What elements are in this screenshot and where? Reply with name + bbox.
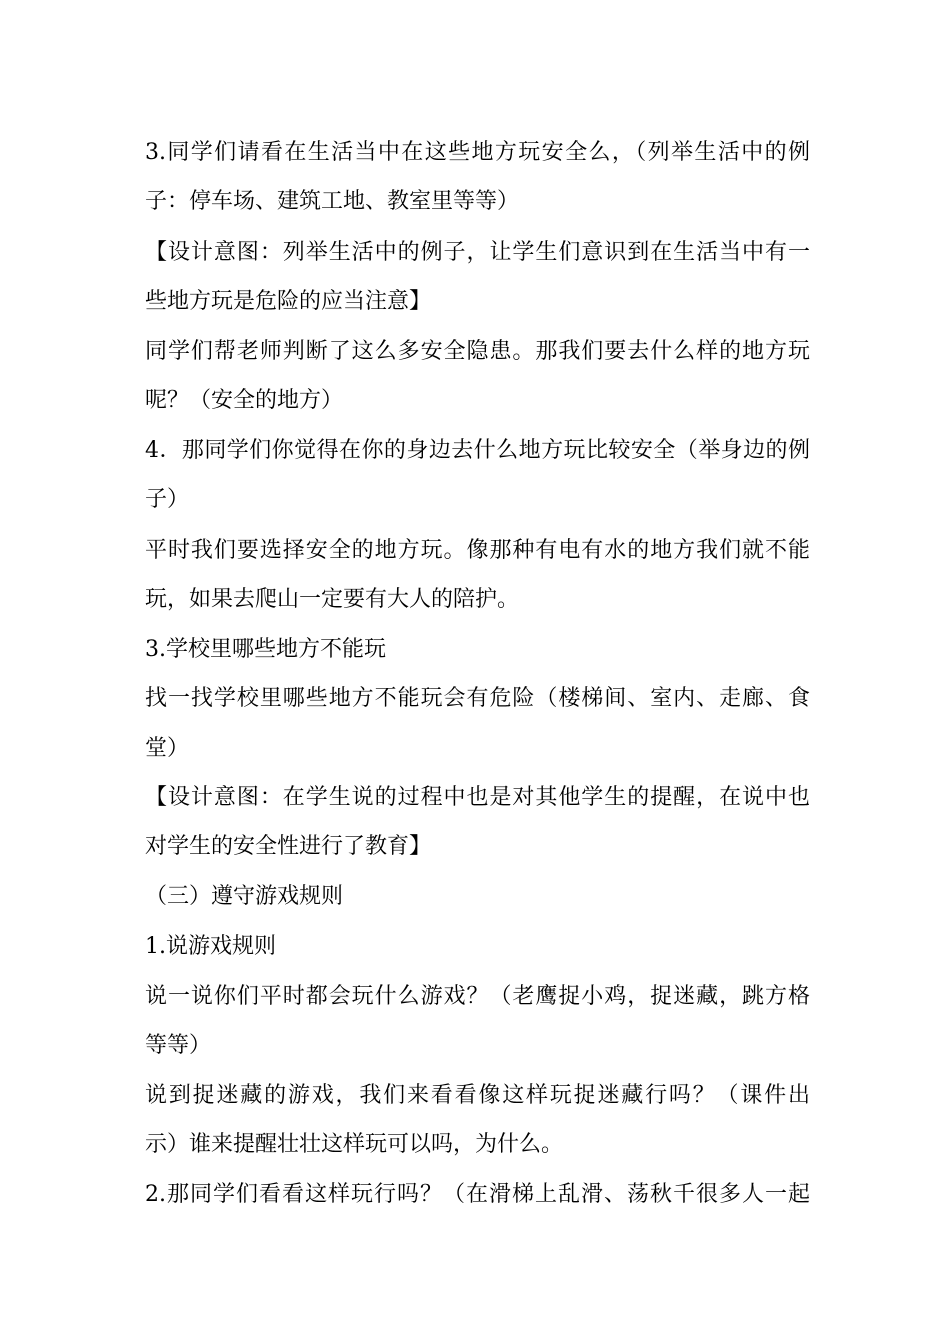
text-line-5: 同学们帮老师判断了这么多安全隐患。那我们要去什么样的地方玩 xyxy=(145,339,810,364)
text-line-2: 子：停车场、建筑工地、教室里等等） xyxy=(145,189,520,214)
text-line-11: 3.学校里哪些地方不能玩 xyxy=(145,637,386,662)
text-line-18: 说一说你们平时都会玩什么游戏？（老鹰捉小鸡，捉迷藏，跳方格 xyxy=(145,984,810,1009)
text-line-19: 等等） xyxy=(145,1033,212,1058)
text-line-6: 呢？（安全的地方） xyxy=(145,388,344,413)
text-line-12: 找一找学校里哪些地方不能玩会有危险（楼梯间、室内、走廊、食 xyxy=(145,686,810,711)
text-line-8: 子） xyxy=(145,487,190,512)
text-line-21: 示）谁来提醒壮壮这样玩可以吗，为什么。 xyxy=(145,1132,564,1157)
text-line-10: 玩，如果去爬山一定要有大人的陪护。 xyxy=(145,587,520,612)
text-line-9: 平时我们要选择安全的地方玩。像那种有电有水的地方我们就不能 xyxy=(145,538,810,563)
text-line-17: 1.说游戏规则 xyxy=(145,934,276,959)
text-line-7: 4．那同学们你觉得在你的身边去什么地方玩比较安全（举身边的例 xyxy=(145,438,810,463)
text-line-20: 说到捉迷藏的游戏，我们来看看像这样玩捉迷藏行吗？（课件出 xyxy=(145,1083,810,1108)
text-line-1: 3.同学们请看在生活当中在这些地方玩安全么，（列举生活中的例 xyxy=(145,140,810,165)
text-line-22: 2.那同学们看看这样玩行吗？（在滑梯上乱滑、荡秋千很多人一起 xyxy=(145,1182,810,1207)
text-line-4: 些地方玩是危险的应当注意】 xyxy=(145,289,432,314)
text-line-13: 堂） xyxy=(145,736,190,761)
text-line-16: （三）遵守游戏规则 xyxy=(145,884,344,909)
text-line-3: 【设计意图：列举生活中的例子，让学生们意识到在生活当中有一 xyxy=(145,240,810,265)
text-line-14: 【设计意图：在学生说的过程中也是对其他学生的提醒，在说中也 xyxy=(145,785,810,810)
text-line-15: 对学生的安全性进行了教育】 xyxy=(145,834,432,859)
